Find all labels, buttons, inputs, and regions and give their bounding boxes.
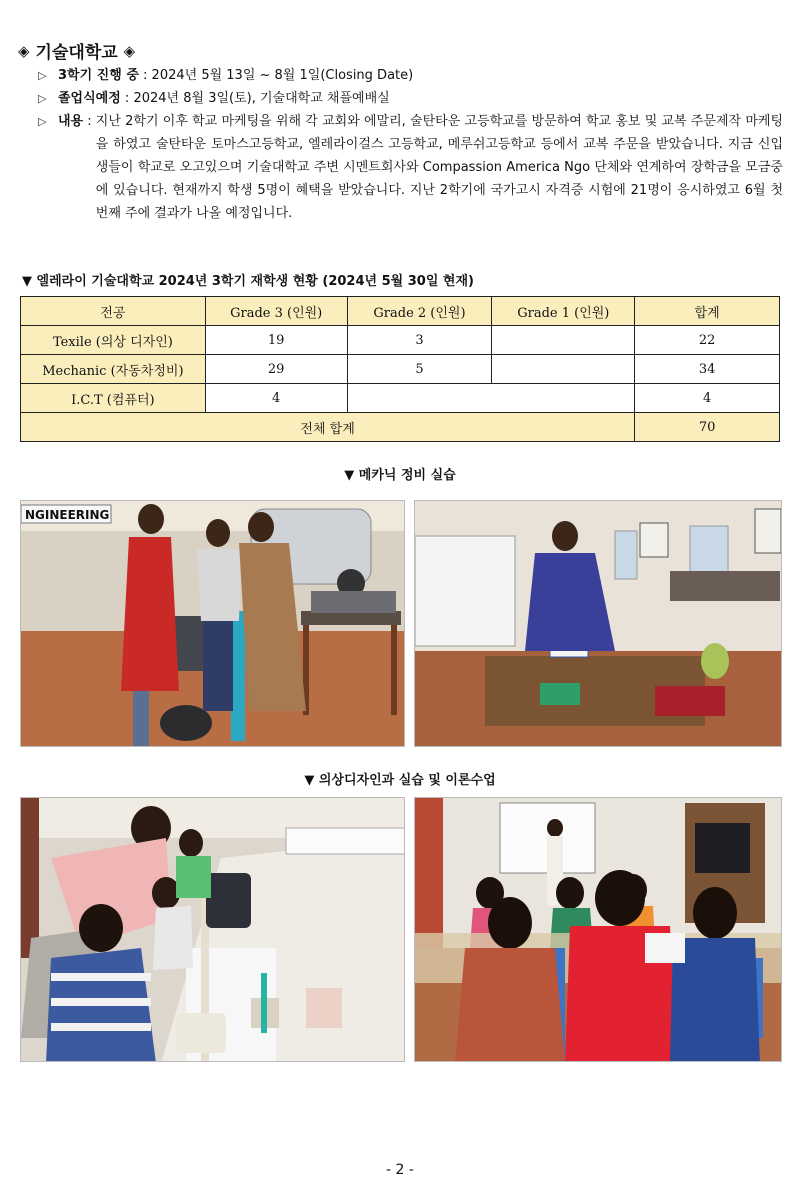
textile-theory-class-photo xyxy=(414,797,782,1062)
diamond-icon: ◈ xyxy=(18,41,30,60)
cell-grade1 xyxy=(492,355,635,384)
mechanic-photo-1-graphic xyxy=(21,501,405,747)
diamond-icon: ◈ xyxy=(123,41,136,60)
header-grade2: Grade 2 (인원) xyxy=(347,297,492,326)
mechanic-photos-caption: ▼ 메카닉 정비 실습 xyxy=(344,468,456,483)
separator: : xyxy=(138,68,152,83)
engineering-sign-text: NGINEERING xyxy=(25,508,110,522)
separator: : xyxy=(83,114,96,129)
triangle-bullet-icon: ▷ xyxy=(38,69,47,82)
info-list xyxy=(38,64,783,225)
graduation-label: 졸업식예정 xyxy=(58,91,121,106)
triangle-bullet-icon: ▷ xyxy=(38,92,47,105)
header-major: 전공 xyxy=(21,297,206,326)
textile-sewing-photo xyxy=(20,797,405,1062)
header-total: 합계 xyxy=(635,297,780,326)
semester-label: 3학기 진행 중 xyxy=(58,68,139,83)
table-row xyxy=(21,384,780,413)
cell-grade3: 4 xyxy=(205,384,347,413)
cell-major: Mechanic (자동차정비) xyxy=(21,355,206,384)
cell-major: I.C.T (컴퓨터) xyxy=(21,384,206,413)
header-grade3: Grade 3 (인원) xyxy=(205,297,347,326)
page-number: - 2 - xyxy=(386,1162,414,1178)
textile-photo-2-graphic xyxy=(415,798,782,1062)
graduation-value: 2024년 8월 3일(토), 기술대학교 채플예배실 xyxy=(133,91,390,106)
table-title: ▼ 엘레라이 기술대학교 2024년 3학기 재학생 현황 (2024년 5월 30일 현재) xyxy=(22,274,474,289)
separator: : xyxy=(120,91,134,106)
cell-major: Texile (의상 디자인) xyxy=(21,326,206,355)
cell-grade2: 3 xyxy=(347,326,492,355)
table-row xyxy=(21,355,780,384)
table-total-row xyxy=(21,413,780,442)
cell-grade3: 29 xyxy=(205,355,347,384)
textile-photo-1-graphic xyxy=(21,798,405,1062)
cell-total: 4 xyxy=(635,384,780,413)
semester-value: 2024년 5월 13일 ~ 8월 1일(Closing Date) xyxy=(151,68,414,83)
section-title-text: 기술대학교 xyxy=(35,43,118,63)
mechanic-workshop-photo-2 xyxy=(414,500,782,747)
table-row xyxy=(21,326,780,355)
content-label: 내용 xyxy=(58,114,84,129)
section-title xyxy=(18,38,135,63)
mechanic-photo-2-graphic xyxy=(415,501,782,747)
cell-grade1 xyxy=(492,326,635,355)
triangle-bullet-icon: ▷ xyxy=(38,115,47,128)
enrollment-table xyxy=(20,296,780,442)
info-item-content xyxy=(38,110,783,225)
cell-total: 34 xyxy=(635,355,780,384)
cell-grade2: 5 xyxy=(347,355,492,384)
grand-total-value: 70 xyxy=(635,413,780,442)
grand-total-label: 전체 합계 xyxy=(21,413,635,442)
cell-total: 22 xyxy=(635,326,780,355)
info-item-graduation xyxy=(38,87,783,110)
table-header-row xyxy=(21,297,780,326)
mechanic-workshop-photo-1 xyxy=(20,500,405,747)
content-paragraph: 지난 2학기 이후 학교 마케팅을 위해 각 교회와 에말리, 술탄타운 고등학교를 방문하여 학교 홍보 및 교복 주문제작 마케팅을 하였고 술탄타운 토마스고등학교, 엘레라이걸스 고등학교, 메루쉬고등학교 등에서 교복 주문을 받았습니다. 지금 신입생들이 학교로 오고있으며 기술대학교 주변 시멘트회사와 Compassion America Ngo 단체와 연계하여 장학금을 모금중에 있습니다. 현재까지 학생 5명이 혜택을 받았습니다. 지난 2학기에 국가고시 자격증 시험에 21명이 응시하였고 6월 첫 번째 주에 결과가 나올 예정입니다. xyxy=(95,114,783,221)
cell-grade3: 19 xyxy=(205,326,347,355)
header-grade1: Grade 1 (인원) xyxy=(492,297,635,326)
textile-photos-caption: ▼ 의상디자인과 실습 및 이론수업 xyxy=(304,773,496,788)
cell-grade2-grade1-merged xyxy=(347,384,635,413)
info-item-semester xyxy=(38,64,783,87)
